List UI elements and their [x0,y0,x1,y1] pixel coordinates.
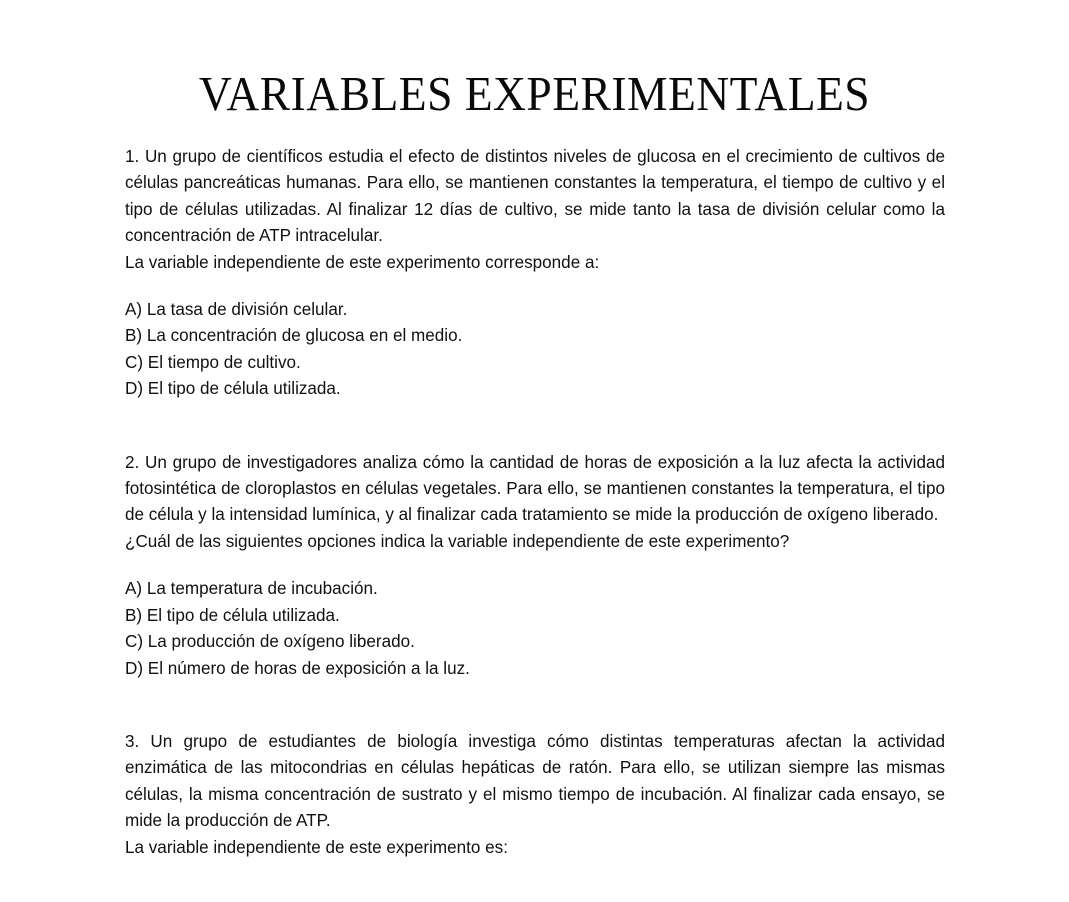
option-item[interactable]: B) El tipo de célula utilizada. [125,605,340,625]
question-stem-1: 1. Un grupo de científicos estudia el efecto de distintos niveles de glucosa en el crecimiento de cultivos de células pancreáticas humanas. Para ello, se mantienen constantes la temperatura, el tiempo de cultivo y el tipo de células utilizadas. Al finalizar 12 días de cultivo, se mide tanto la tasa de división celular como la concentración de ATP intracelular. [125,147,945,246]
spacer [125,682,945,729]
page-title: VARIABLES EXPERIMENTALES [198,65,871,121]
option-item[interactable]: D) El número de horas de exposición a la luz. [125,658,470,678]
question-prompt-1: La variable independiente de este experimento corresponde a: [125,252,600,272]
question-block-3 [125,729,945,861]
option-item[interactable]: A) La temperatura de incubación. [125,579,378,599]
question-prompt-3: La variable independiente de este experimento es: [125,837,508,857]
question-block-2 [125,450,945,682]
option-item[interactable]: A) La tasa de división celular. [125,300,348,320]
option-item[interactable]: C) La producción de oxígeno liberado. [125,632,415,652]
questions-container [125,144,945,861]
option-item[interactable]: D) El tipo de célula utilizada. [125,379,341,399]
question-block-1 [125,144,945,403]
options-list-2 [125,576,945,682]
question-prompt-2: ¿Cuál de las siguientes opciones indica la variable independiente de este experimento? [125,531,790,551]
option-item[interactable]: C) El tiempo de cultivo. [125,352,301,372]
option-item[interactable]: B) La concentración de glucosa en el medio. [125,326,463,346]
question-stem-3: 3. Un grupo de estudiantes de biología investiga cómo distintas temperaturas afectan la actividad enzimática de las mitocondrias en células hepáticas de ratón. Para ello, se utilizan siempre las mismas células, la misma concentración de sustrato y el mismo tiempo de incubación. Al finalizar cada ensayo, se mide la producción de ATP. [125,731,945,831]
spacer [125,276,945,297]
options-list-1 [125,297,945,403]
spacer [125,403,945,450]
question-stem-2: 2. Un grupo de investigadores analiza cómo la cantidad de horas de exposición a la luz afecta la actividad fotosintética de cloroplastos en células vegetales. Para ello, se mantienen constantes la temperatura, el tipo de célula y la intensidad lumínica, y al finalizar cada tratamiento se mide la producción de oxígeno liberado. [125,452,945,525]
spacer [125,555,945,576]
